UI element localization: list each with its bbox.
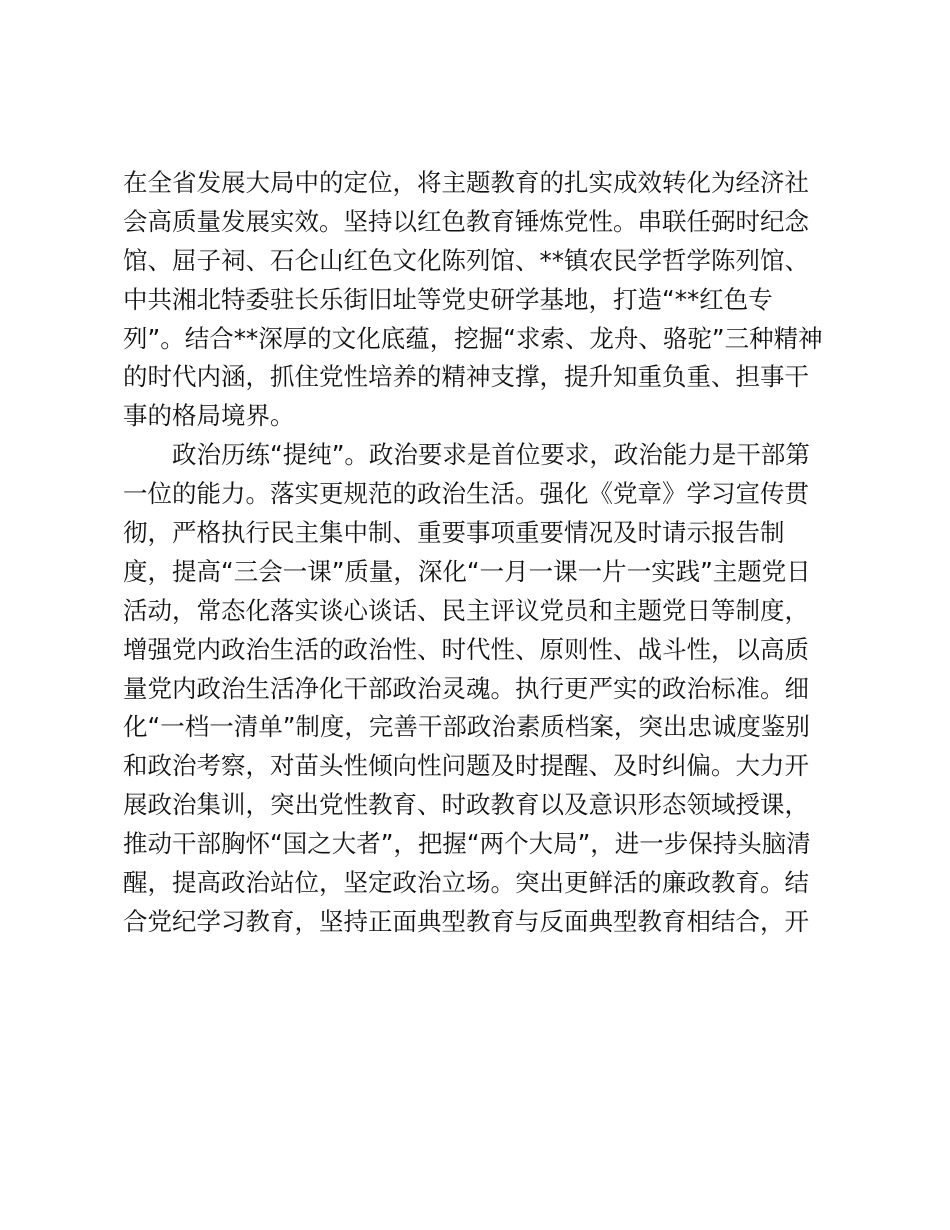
paragraph-red-education xyxy=(123,164,843,436)
text-line: 合党纪学习教育，坚持正面典型教育与反面典型教育相结合，开 xyxy=(123,906,809,936)
text-line: 的时代内涵，抓住党性培养的精神支撑，提升知重负重、担事干 xyxy=(123,362,809,392)
text-line: 在全省发展大局中的定位，将主题教育的扎实成效转化为经济社 xyxy=(123,168,809,197)
text-line: 度，提高“三会一课”质量，深化“一月一课一片一实践”主题党日 xyxy=(123,556,811,586)
text-line: 馆、屈子祠、石仑山红色文化陈列馆、**镇农民学哲学陈列馆、 xyxy=(123,245,809,275)
text-line: 会高质量发展实效。坚持以红色教育锤炼党性。串联任弼时纪念 xyxy=(123,206,809,236)
text-line: 量党内政治生活净化干部政治灵魂。执行更严实的政治标准。细 xyxy=(123,673,809,703)
text-line: 活动，常态化落实谈心谈话、民主评议党员和主题党日等制度， xyxy=(123,595,809,625)
text-line: 政治历练“提纯”。政治要求是首位要求，政治能力是干部第 xyxy=(172,440,810,470)
text-line: 增强党内政治生活的政治性、时代性、原则性、战斗性，以高质 xyxy=(123,634,809,664)
text-line: 推动干部胸怀“国之大者”，把握“两个大局”，进一步保持头脑清 xyxy=(123,829,811,859)
paragraph-political-training xyxy=(123,436,843,942)
text-line: 事的格局境界。 xyxy=(123,401,295,431)
text-line: 化“一档一清单”制度，完善干部政治素质档案，突出忠诚度鉴别 xyxy=(123,712,810,742)
text-line: 展政治集训，突出党性教育、时政教育以及意识形态领域授课， xyxy=(123,790,809,820)
text-line: 和政治考察，对苗头性倾向性问题及时提醒、及时纠偏。大力开 xyxy=(123,751,809,781)
text-line: 列”。结合**深厚的文化底蕴，挖掘“求索、龙舟、骆驼”三种精神 xyxy=(123,323,823,353)
text-line: 醒，提高政治站位，坚定政治立场。突出更鲜活的廉政教育。结 xyxy=(123,868,809,898)
text-line: 一位的能力。落实更规范的政治生活。强化《党章》学习宣传贯 xyxy=(123,479,809,509)
body-text xyxy=(123,164,843,942)
text-line: 彻，严格执行民主集中制、重要事项重要情况及时请示报告制 xyxy=(123,518,785,548)
text-line: 中共湘北特委驻长乐街旧址等党史研学基地，打造“**红色专 xyxy=(123,284,773,314)
